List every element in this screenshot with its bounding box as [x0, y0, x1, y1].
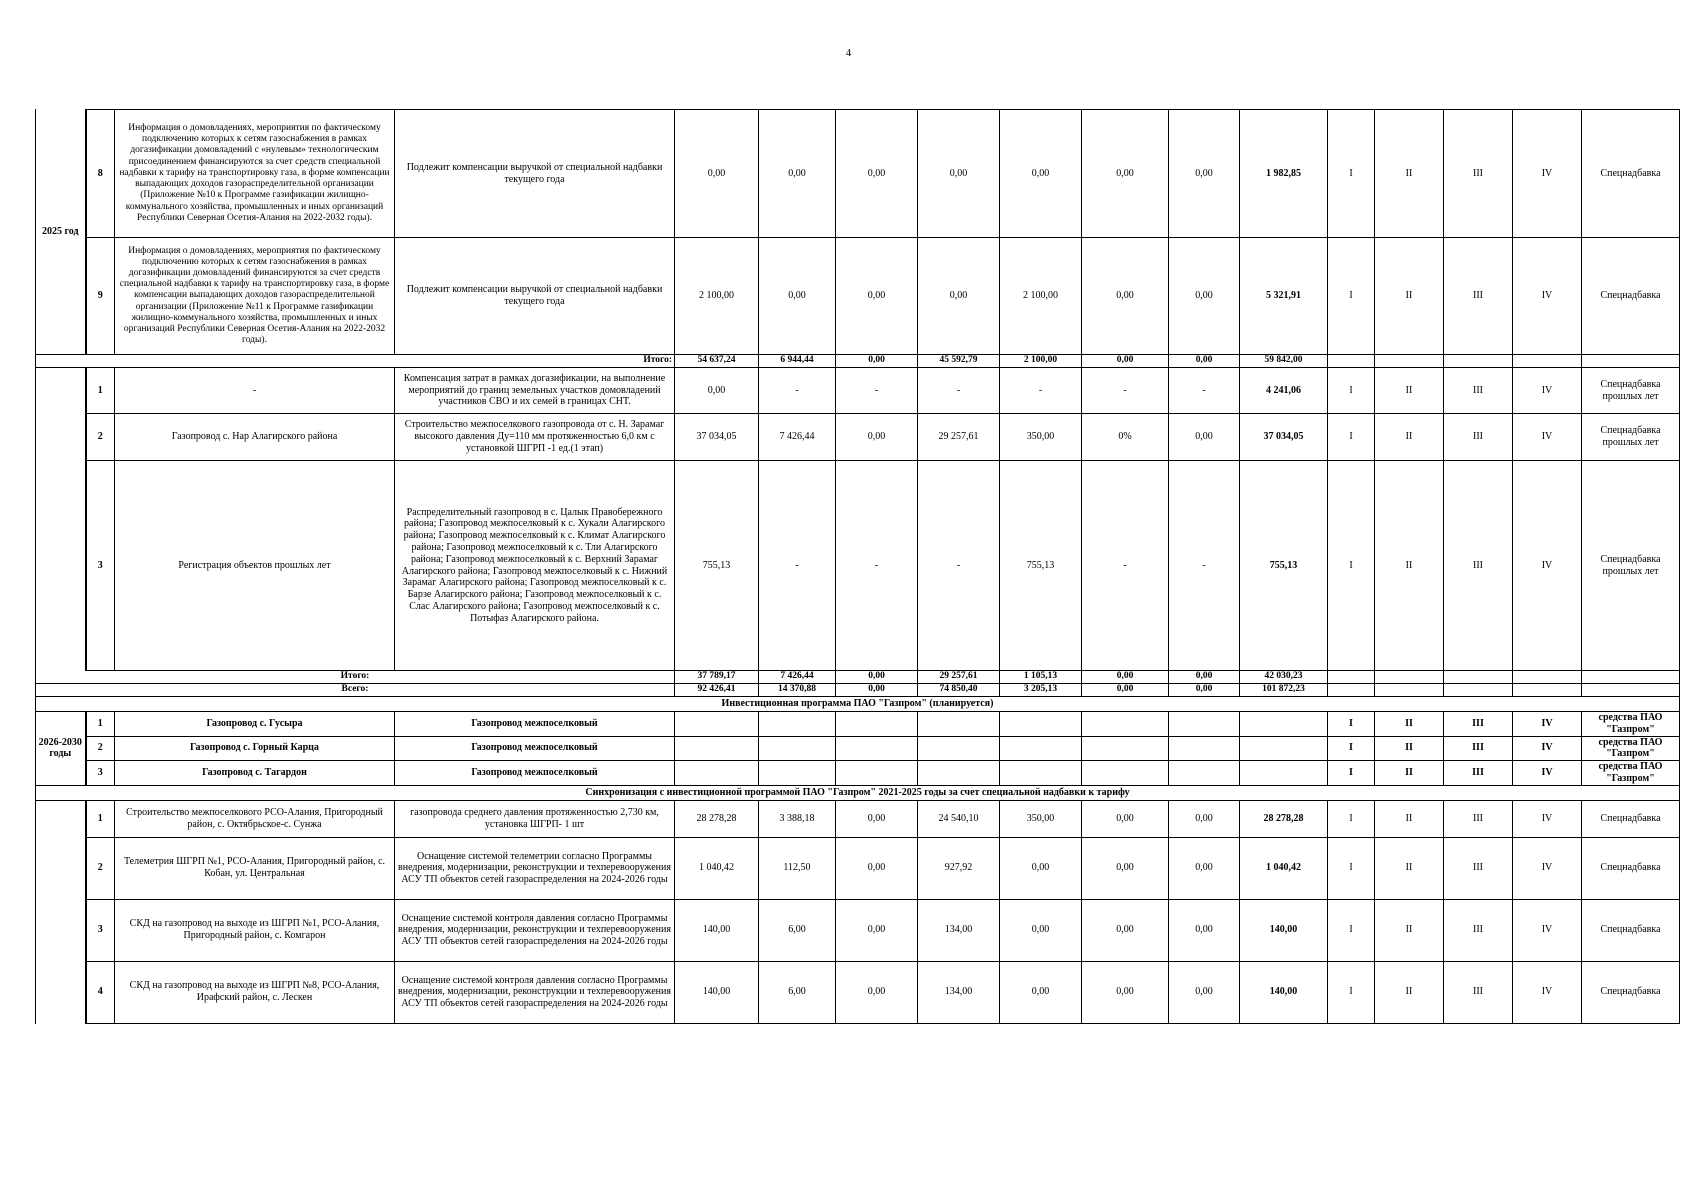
- empty-cell: [1582, 684, 1680, 697]
- quarter-cell: III: [1444, 110, 1513, 238]
- sum-label: Всего:: [36, 684, 675, 697]
- total-cell: 1 982,85: [1240, 110, 1328, 238]
- quarter-cell: III: [1444, 238, 1513, 355]
- row-number: 3: [86, 461, 115, 671]
- object-name: Регистрация объектов прошлых лет: [115, 461, 395, 671]
- empty-cell: [1082, 712, 1169, 737]
- table-row: [36, 414, 1680, 461]
- quarter-cell: I: [1328, 368, 1375, 414]
- quarter-cell: III: [1444, 961, 1513, 1023]
- empty-cell: [1582, 671, 1680, 684]
- table-row: [36, 899, 1680, 961]
- empty-cell: [1082, 736, 1169, 761]
- value-cell: 755,13: [1000, 461, 1082, 671]
- section-title-gazprom: Инвестиционная программа ПАО "Газпром" (планируется): [36, 697, 1680, 712]
- value-cell: 0,00: [759, 110, 836, 238]
- sum-value: 3 205,13: [1000, 684, 1082, 697]
- total-cell: 28 278,28: [1240, 800, 1328, 837]
- sum-value: 45 592,79: [918, 355, 1000, 368]
- object-description: газопровода среднего давления протяженностью 2,730 км, установка ШГРП- 1 шт: [395, 800, 675, 837]
- sum-value: 37 789,17: [675, 671, 759, 684]
- investment-program-table: [35, 109, 1680, 1024]
- row-number: 8: [86, 110, 115, 238]
- value-cell: 37 034,05: [675, 414, 759, 461]
- table-row: [36, 684, 1680, 697]
- sum-total: 59 842,00: [1240, 355, 1328, 368]
- value-cell: 0,00: [836, 238, 918, 355]
- value-cell: -: [1082, 368, 1169, 414]
- quarter-cell: IV: [1513, 110, 1582, 238]
- value-cell: -: [759, 368, 836, 414]
- value-cell: -: [1082, 461, 1169, 671]
- total-cell: 140,00: [1240, 899, 1328, 961]
- value-cell: 0,00: [1000, 837, 1082, 899]
- value-cell: 2 100,00: [1000, 238, 1082, 355]
- object-name: Газопровод с. Горный Карца: [115, 736, 395, 761]
- value-cell: 134,00: [918, 899, 1000, 961]
- quarter-cell: II: [1375, 712, 1444, 737]
- value-cell: 0,00: [836, 899, 918, 961]
- row-number: 9: [86, 238, 115, 355]
- table-row: [36, 736, 1680, 761]
- quarter-cell: I: [1328, 736, 1375, 761]
- quarter-cell: IV: [1513, 736, 1582, 761]
- value-cell: -: [759, 461, 836, 671]
- funding-source: средства ПАО "Газпром": [1582, 736, 1680, 761]
- value-cell: 29 257,61: [918, 414, 1000, 461]
- table-row: [36, 800, 1680, 837]
- funding-source: Спецнадбавка прошлых лет: [1582, 414, 1680, 461]
- value-cell: 0%: [1082, 414, 1169, 461]
- empty-cell: [1000, 712, 1082, 737]
- funding-source: средства ПАО "Газпром": [1582, 712, 1680, 737]
- table-row: [36, 697, 1680, 712]
- value-cell: 0,00: [1000, 961, 1082, 1023]
- empty-cell: [759, 736, 836, 761]
- sum-value: 6 944,44: [759, 355, 836, 368]
- row-number: 3: [86, 899, 115, 961]
- object-name: Информация о домовладениях, мероприятия по фактическому подключению которых к сетям газоснабжения в рамках догазификации домовладений с «нулевым» технологическим присоединением финансируются за счет средств специальной надбавки к тарифу на транспортировку газа, в форме компенсации выпадающих доходов газораспределительной организации (Приложение №10 к Программе газификации жилищно-коммунального хозяйства, промышленных и иных организаций Республики Северная Осетия-Алания на 2022-2032 годы).: [115, 110, 395, 238]
- quarter-cell: II: [1375, 368, 1444, 414]
- empty-cell: [1240, 736, 1328, 761]
- empty-year-cell: [36, 368, 86, 671]
- value-cell: 140,00: [675, 961, 759, 1023]
- quarter-cell: III: [1444, 736, 1513, 761]
- object-description: Подлежит компенсации выручкой от специальной надбавки текущего года: [395, 238, 675, 355]
- value-cell: 7 426,44: [759, 414, 836, 461]
- funding-source: Спецнадбавка: [1582, 238, 1680, 355]
- object-name: Газопровод с. Гусыра: [115, 712, 395, 737]
- object-description: Газопровод межпоселковый: [395, 712, 675, 737]
- value-cell: 112,50: [759, 837, 836, 899]
- row-number: 2: [86, 736, 115, 761]
- value-cell: 0,00: [836, 961, 918, 1023]
- empty-cell: [1240, 761, 1328, 786]
- value-cell: 0,00: [1082, 800, 1169, 837]
- empty-cell: [1513, 671, 1582, 684]
- value-cell: 0,00: [1082, 837, 1169, 899]
- funding-source: средства ПАО "Газпром": [1582, 761, 1680, 786]
- quarter-cell: II: [1375, 899, 1444, 961]
- value-cell: 0,00: [1082, 899, 1169, 961]
- empty-cell: [1328, 355, 1375, 368]
- table-row: [36, 368, 1680, 414]
- quarter-cell: IV: [1513, 761, 1582, 786]
- object-name: Газопровод с. Нар Алагирского района: [115, 414, 395, 461]
- empty-cell: [1375, 355, 1444, 368]
- row-number: 4: [86, 961, 115, 1023]
- quarter-cell: II: [1375, 736, 1444, 761]
- table-body: [36, 110, 1680, 1024]
- table-row: [36, 238, 1680, 355]
- quarter-cell: IV: [1513, 461, 1582, 671]
- quarter-cell: II: [1375, 961, 1444, 1023]
- funding-source: Спецнадбавка: [1582, 800, 1680, 837]
- funding-source: Спецнадбавка: [1582, 110, 1680, 238]
- empty-cell: [918, 712, 1000, 737]
- value-cell: 140,00: [675, 899, 759, 961]
- quarter-cell: I: [1328, 899, 1375, 961]
- object-name: СКД на газопровод на выходе из ШГРП №8, РСО-Алания, Ирафский район, с. Лескен: [115, 961, 395, 1023]
- empty-cell: [675, 761, 759, 786]
- empty-cell: [1375, 671, 1444, 684]
- object-description: Оснащение системой контроля давления согласно Программы внедрения, модернизации, реконструкции и техперевооружения АСУ ТП объектов сетей газораспределения на 2024-2026 годы: [395, 899, 675, 961]
- funding-source: Спецнадбавка прошлых лет: [1582, 461, 1680, 671]
- empty-cell: [675, 736, 759, 761]
- empty-cell: [836, 736, 918, 761]
- value-cell: 0,00: [1000, 899, 1082, 961]
- value-cell: 6,00: [759, 961, 836, 1023]
- empty-cell: [1169, 761, 1240, 786]
- object-name: Газопровод с. Тагардон: [115, 761, 395, 786]
- object-name: Информация о домовладениях, мероприятия по фактическому подключению которых к сетям газоснабжения в рамках догазификации домовладений финансируются за счет средств специальной надбавки к тарифу на транспортировку газа, в форме компенсации выпадающих доходов газораспределительной организации (Приложение №11 к Программе газификации жилищно-коммунального хозяйства, промышленных и иных организаций Республики Северная Осетия-Алания на 2022-2032 годы).: [115, 238, 395, 355]
- year-2025-label: 2025 год: [36, 110, 86, 355]
- total-cell: 5 321,91: [1240, 238, 1328, 355]
- funding-source: Спецнадбавка: [1582, 899, 1680, 961]
- value-cell: 3 388,18: [759, 800, 836, 837]
- empty-cell: [1444, 684, 1513, 697]
- empty-cell: [1000, 761, 1082, 786]
- table-row: [36, 110, 1680, 238]
- row-number: 1: [86, 368, 115, 414]
- funding-source: Спецнадбавка: [1582, 837, 1680, 899]
- quarter-cell: II: [1375, 110, 1444, 238]
- value-cell: 0,00: [759, 238, 836, 355]
- empty-cell: [1169, 712, 1240, 737]
- total-cell: 4 241,06: [1240, 368, 1328, 414]
- section-title-sync: Синхронизация с инвестиционной программой ПАО "Газпром" 2021-2025 годы за счет специальной надбавки к тарифу: [36, 785, 1680, 800]
- empty-cell: [759, 761, 836, 786]
- empty-cell: [1082, 761, 1169, 786]
- empty-cell: [1328, 684, 1375, 697]
- empty-cell: [1444, 671, 1513, 684]
- value-cell: 0,00: [675, 110, 759, 238]
- object-name: Строительство межпоселкового РСО-Алания, Пригородный район, с. Октябрьское-с. Сунжа: [115, 800, 395, 837]
- sum-label: Итого:: [36, 355, 675, 368]
- table-row: [36, 837, 1680, 899]
- empty-cell: [759, 712, 836, 737]
- empty-cell: [1513, 355, 1582, 368]
- page-number: 4: [845, 47, 852, 59]
- quarter-cell: I: [1328, 800, 1375, 837]
- value-cell: 0,00: [1169, 800, 1240, 837]
- sum-value: 14 370,88: [759, 684, 836, 697]
- row-number: 2: [86, 837, 115, 899]
- quarter-cell: IV: [1513, 712, 1582, 737]
- quarter-cell: I: [1328, 461, 1375, 671]
- quarter-cell: I: [1328, 414, 1375, 461]
- empty-cell: [1375, 684, 1444, 697]
- value-cell: -: [918, 368, 1000, 414]
- sum-value: 0,00: [1169, 671, 1240, 684]
- total-cell: 755,13: [1240, 461, 1328, 671]
- value-cell: -: [836, 461, 918, 671]
- sum-total: 42 030,23: [1240, 671, 1328, 684]
- row-number: 1: [86, 712, 115, 737]
- sum-value: 0,00: [836, 671, 918, 684]
- quarter-cell: IV: [1513, 837, 1582, 899]
- empty-cell: [1240, 712, 1328, 737]
- quarter-cell: IV: [1513, 961, 1582, 1023]
- quarter-cell: IV: [1513, 800, 1582, 837]
- value-cell: -: [836, 368, 918, 414]
- row-number: 2: [86, 414, 115, 461]
- object-name: Телеметрия ШГРП №1, РСО-Алания, Пригородный район, с. Кобан, ул. Центральная: [115, 837, 395, 899]
- empty-cell: [836, 712, 918, 737]
- value-cell: 28 278,28: [675, 800, 759, 837]
- quarter-cell: III: [1444, 461, 1513, 671]
- quarter-cell: II: [1375, 837, 1444, 899]
- value-cell: 0,00: [836, 414, 918, 461]
- value-cell: 927,92: [918, 837, 1000, 899]
- value-cell: -: [918, 461, 1000, 671]
- empty-cell: [1513, 684, 1582, 697]
- sum-value: 0,00: [1169, 684, 1240, 697]
- value-cell: 0,00: [1000, 110, 1082, 238]
- table-row: [36, 961, 1680, 1023]
- sum-label: Итого:: [36, 671, 675, 684]
- quarter-cell: II: [1375, 238, 1444, 355]
- empty-cell: [836, 761, 918, 786]
- quarter-cell: III: [1444, 800, 1513, 837]
- sum-value: 1 105,13: [1000, 671, 1082, 684]
- value-cell: 755,13: [675, 461, 759, 671]
- sum-total: 101 872,23: [1240, 684, 1328, 697]
- value-cell: 0,00: [1169, 110, 1240, 238]
- value-cell: 0,00: [1169, 414, 1240, 461]
- quarter-cell: I: [1328, 712, 1375, 737]
- empty-cell: [1328, 671, 1375, 684]
- value-cell: 6,00: [759, 899, 836, 961]
- value-cell: 0,00: [1082, 961, 1169, 1023]
- value-cell: -: [1169, 461, 1240, 671]
- empty-cell: [918, 736, 1000, 761]
- funding-source: Спецнадбавка: [1582, 961, 1680, 1023]
- sum-value: 92 426,41: [675, 684, 759, 697]
- empty-year-cell: [36, 800, 86, 1023]
- sum-value: 54 637,24: [675, 355, 759, 368]
- empty-cell: [675, 712, 759, 737]
- empty-cell: [1169, 736, 1240, 761]
- quarter-cell: I: [1328, 238, 1375, 355]
- sum-value: 29 257,61: [918, 671, 1000, 684]
- sum-value: 0,00: [1169, 355, 1240, 368]
- value-cell: 0,00: [1082, 110, 1169, 238]
- value-cell: 0,00: [836, 837, 918, 899]
- empty-cell: [1444, 355, 1513, 368]
- empty-cell: [1582, 355, 1680, 368]
- value-cell: -: [1000, 368, 1082, 414]
- sum-value: 0,00: [1082, 355, 1169, 368]
- quarter-cell: IV: [1513, 238, 1582, 355]
- value-cell: -: [1169, 368, 1240, 414]
- quarter-cell: IV: [1513, 368, 1582, 414]
- quarter-cell: I: [1328, 961, 1375, 1023]
- quarter-cell: I: [1328, 110, 1375, 238]
- value-cell: 0,00: [675, 368, 759, 414]
- value-cell: 0,00: [1169, 837, 1240, 899]
- empty-cell: [918, 761, 1000, 786]
- table-row: [36, 785, 1680, 800]
- quarter-cell: I: [1328, 761, 1375, 786]
- table-row: [36, 761, 1680, 786]
- sum-value: 0,00: [836, 355, 918, 368]
- quarter-cell: III: [1444, 414, 1513, 461]
- funding-source: Спецнадбавка прошлых лет: [1582, 368, 1680, 414]
- quarter-cell: III: [1444, 712, 1513, 737]
- object-name: СКД на газопровод на выходе из ШГРП №1, РСО-Алания, Пригородный район, с. Комгарон: [115, 899, 395, 961]
- quarter-cell: I: [1328, 837, 1375, 899]
- value-cell: 0,00: [918, 238, 1000, 355]
- quarter-cell: III: [1444, 837, 1513, 899]
- value-cell: 0,00: [1082, 238, 1169, 355]
- quarter-cell: IV: [1513, 899, 1582, 961]
- sum-value: 74 850,40: [918, 684, 1000, 697]
- quarter-cell: III: [1444, 368, 1513, 414]
- quarter-cell: III: [1444, 761, 1513, 786]
- total-cell: 140,00: [1240, 961, 1328, 1023]
- object-description: Газопровод межпоселковый: [395, 736, 675, 761]
- value-cell: 0,00: [836, 800, 918, 837]
- object-description: Оснащение системой контроля давления согласно Программы внедрения, модернизации, реконструкции и техперевооружения АСУ ТП объектов сетей газораспределения на 2024-2026 годы: [395, 961, 675, 1023]
- empty-cell: [1000, 736, 1082, 761]
- value-cell: 0,00: [1169, 899, 1240, 961]
- sum-value: 0,00: [1082, 671, 1169, 684]
- value-cell: 0,00: [918, 110, 1000, 238]
- table-row: [36, 712, 1680, 737]
- value-cell: 24 540,10: [918, 800, 1000, 837]
- table-row: [36, 671, 1680, 684]
- table-row: [36, 461, 1680, 671]
- sum-value: 7 426,44: [759, 671, 836, 684]
- row-number: 1: [86, 800, 115, 837]
- quarter-cell: II: [1375, 414, 1444, 461]
- quarter-cell: II: [1375, 461, 1444, 671]
- value-cell: 1 040,42: [675, 837, 759, 899]
- years-2026-2030-label: 2026-2030 годы: [36, 712, 86, 786]
- quarter-cell: II: [1375, 761, 1444, 786]
- quarter-cell: IV: [1513, 414, 1582, 461]
- sum-value: 0,00: [1082, 684, 1169, 697]
- object-description: Газопровод межпоселковый: [395, 761, 675, 786]
- object-description: Распределительный газопровод в с. Цалык Правобережного района; Газопровод межпоселковый к с. Хукали Алагирского района; Газопровод межпоселковый к с. Климат Алагирского района; Газопровод межпоселковый к с. Тли Алагирского района; Газопровод межпоселковый к с. Верхний Зарамаг Алагирского района; Газопровод межпоселковый к с. Нижний Зарамаг Алагирского района; Газопровод межпоселковый к с. Барзе Алагирского района; Газопровод межпоселковый к с. Слас Алагирского района; Газопровод межпоселковый к с. Потыфаз Алагирского района.: [395, 461, 675, 671]
- total-cell: 37 034,05: [1240, 414, 1328, 461]
- object-description: Строительство межпоселкового газопровода от с. Н. Зарамаг высокого давления Ду=110 мм протяженностью 6,0 км с установкой ШГРП -1 ед.(1 этап): [395, 414, 675, 461]
- value-cell: 2 100,00: [675, 238, 759, 355]
- value-cell: 350,00: [1000, 800, 1082, 837]
- object-description: Компенсация затрат в рамках догазификации, на выполнение мероприятий до границ земельных участков домовладений участников СВО и их семей в границах СНТ.: [395, 368, 675, 414]
- total-cell: 1 040,42: [1240, 837, 1328, 899]
- row-number: 3: [86, 761, 115, 786]
- sum-value: 0,00: [836, 684, 918, 697]
- table-row: [36, 355, 1680, 368]
- object-name: -: [115, 368, 395, 414]
- value-cell: 0,00: [1169, 238, 1240, 355]
- object-description: Подлежит компенсации выручкой от специальной надбавки текущего года: [395, 110, 675, 238]
- value-cell: 0,00: [836, 110, 918, 238]
- sum-value: 2 100,00: [1000, 355, 1082, 368]
- quarter-cell: III: [1444, 899, 1513, 961]
- value-cell: 350,00: [1000, 414, 1082, 461]
- quarter-cell: II: [1375, 800, 1444, 837]
- value-cell: 0,00: [1169, 961, 1240, 1023]
- object-description: Оснащение системой телеметрии согласно Программы внедрения, модернизации, реконструкции и техперевооружения АСУ ТП объектов сетей газораспределения на 2024-2026 годы: [395, 837, 675, 899]
- value-cell: 134,00: [918, 961, 1000, 1023]
